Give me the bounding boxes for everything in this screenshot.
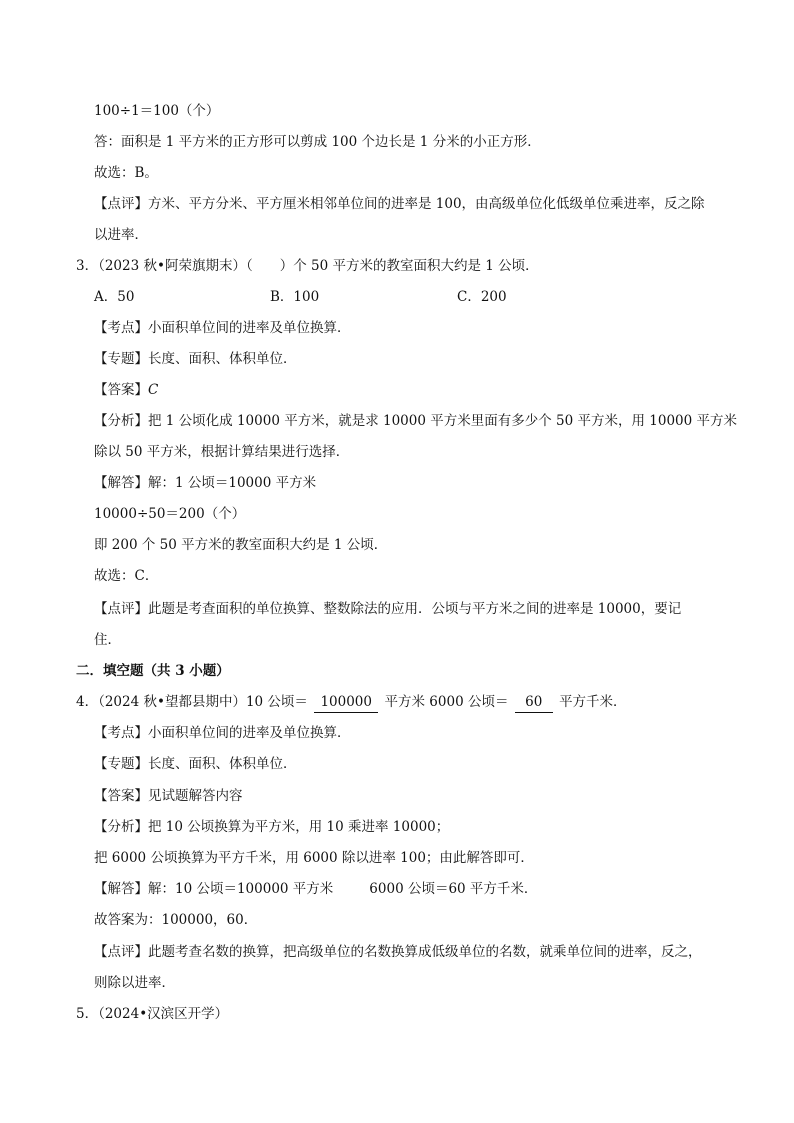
q3-dianping xyxy=(94,599,681,619)
calc-line: 100÷1＝100（个） xyxy=(94,103,220,119)
q4-blank-2: 60 xyxy=(515,692,553,713)
jieda-text-a: 解：10 公顷＝100000 平方米 xyxy=(148,881,334,897)
fenxi-text: 把 10 公顷换算为平方米，用 10 乘进率 10000； xyxy=(148,819,450,835)
q3-jieda-3: 即 200 个 50 平方米的教室面积大约是 1 公顷． xyxy=(94,537,388,553)
daan-tag: 【答案】 xyxy=(94,382,148,398)
q3-jieda-2: 10000÷50＝200（个） xyxy=(94,506,246,522)
review-line-2: 以进率． xyxy=(94,227,148,243)
kaodian-text: 小面积单位间的进率及单位换算． xyxy=(148,320,351,336)
q4-stem-c: 平方千米． xyxy=(559,694,627,710)
q4-fenxi xyxy=(94,817,449,837)
jieda-text: 解：1 公顷＝10000 平方米 xyxy=(148,475,317,491)
zhuanti-text: 长度、面积、体积单位． xyxy=(148,756,297,772)
q4-stem-b: 平方米 6000 公顷＝ xyxy=(384,694,509,710)
q3-zhuanti xyxy=(94,349,297,369)
kaodian-text: 小面积单位间的进率及单位换算． xyxy=(148,725,351,741)
daan-text: C xyxy=(148,382,159,398)
q3-fenxi-2: 除以 50 平方米，根据计算结果进行选择． xyxy=(94,444,350,460)
q4-stem-a: 4．（2024 秋•望都县期中）10 公顷＝ xyxy=(76,694,308,710)
q4-jieda-2: 故答案为：100000，60． xyxy=(94,912,258,928)
review-line xyxy=(94,194,705,214)
dianping-text: 此题考查名数的换算，把高级单位的名数换算成低级单位的名数，就乘单位间的进率，反之， xyxy=(148,944,702,960)
q3-jieda-4: 故选：C． xyxy=(94,568,159,584)
q3-fenxi xyxy=(94,411,737,431)
q4-dianping xyxy=(94,942,702,962)
zhuanti-tag: 【专题】 xyxy=(94,756,148,772)
q4-dianping-2: 则除以进率． xyxy=(94,975,175,991)
q3-jieda xyxy=(94,473,316,493)
daan-tag: 【答案】 xyxy=(94,788,148,804)
q3-kaodian xyxy=(94,318,351,338)
fenxi-tag: 【分析】 xyxy=(94,413,148,429)
q3-dianping-2: 住． xyxy=(94,632,121,648)
q4-daan xyxy=(94,786,243,806)
q4-zhuanti xyxy=(94,754,297,774)
zhuanti-tag: 【专题】 xyxy=(94,351,148,367)
q3-stem: 3．（2023 秋•阿荣旗期末）（ ）个 50 平方米的教室面积大约是 1 公顷． xyxy=(76,258,539,274)
dianping-tag: 【点评】 xyxy=(94,601,148,617)
kaodian-tag: 【考点】 xyxy=(94,320,148,336)
choice-line: 故选：B。 xyxy=(94,165,158,181)
jieda-tag: 【解答】 xyxy=(94,881,148,897)
fenxi-text: 把 1 公顷化成 10000 平方米，就是求 10000 平方米里面有多少个 50 平方米，用 10000 平方米 xyxy=(148,413,738,429)
dianping-text: 此题是考查面积的单位换算、整数除法的应用．公顷与平方米之间的进率是 10000，要记 xyxy=(148,601,682,617)
review-text: 方米、平方分米、平方厘米相邻单位间的进率是 100，由高级单位化低级单位乘进率，反之除 xyxy=(148,196,705,212)
daan-text: 见试题解答内容 xyxy=(148,788,243,804)
kaodian-tag: 【考点】 xyxy=(94,725,148,741)
q3-option-c: C．200 xyxy=(457,289,507,305)
q3-options xyxy=(94,287,507,307)
jieda-tag: 【解答】 xyxy=(94,475,148,491)
section-title: 二．填空题（共 3 小题） xyxy=(76,663,230,679)
q4-kaodian xyxy=(94,723,351,743)
q4-jieda xyxy=(94,879,537,899)
jieda-text-b: 6000 公顷＝60 平方千米． xyxy=(369,881,538,897)
review-tag: 【点评】 xyxy=(94,196,148,212)
answer-line: 答：面积是 1 平方米的正方形可以剪成 100 个边长是 1 分米的小正方形． xyxy=(94,134,541,150)
fenxi-tag: 【分析】 xyxy=(94,819,148,835)
dianping-tag: 【点评】 xyxy=(94,944,148,960)
q4-fenxi-2: 把 6000 公顷换算为平方千米，用 6000 除以进率 100；由此解答即可． xyxy=(94,850,534,866)
q3-daan xyxy=(94,380,158,400)
q3-option-b: B．100 xyxy=(270,289,320,305)
q4-blank-1: 100000 xyxy=(314,692,378,713)
q3-option-a: A．50 xyxy=(94,289,135,305)
zhuanti-text: 长度、面积、体积单位． xyxy=(148,351,297,367)
q4-stem xyxy=(76,692,627,713)
q5-stem: 5．（2024•汉滨区开学） xyxy=(76,1006,229,1022)
